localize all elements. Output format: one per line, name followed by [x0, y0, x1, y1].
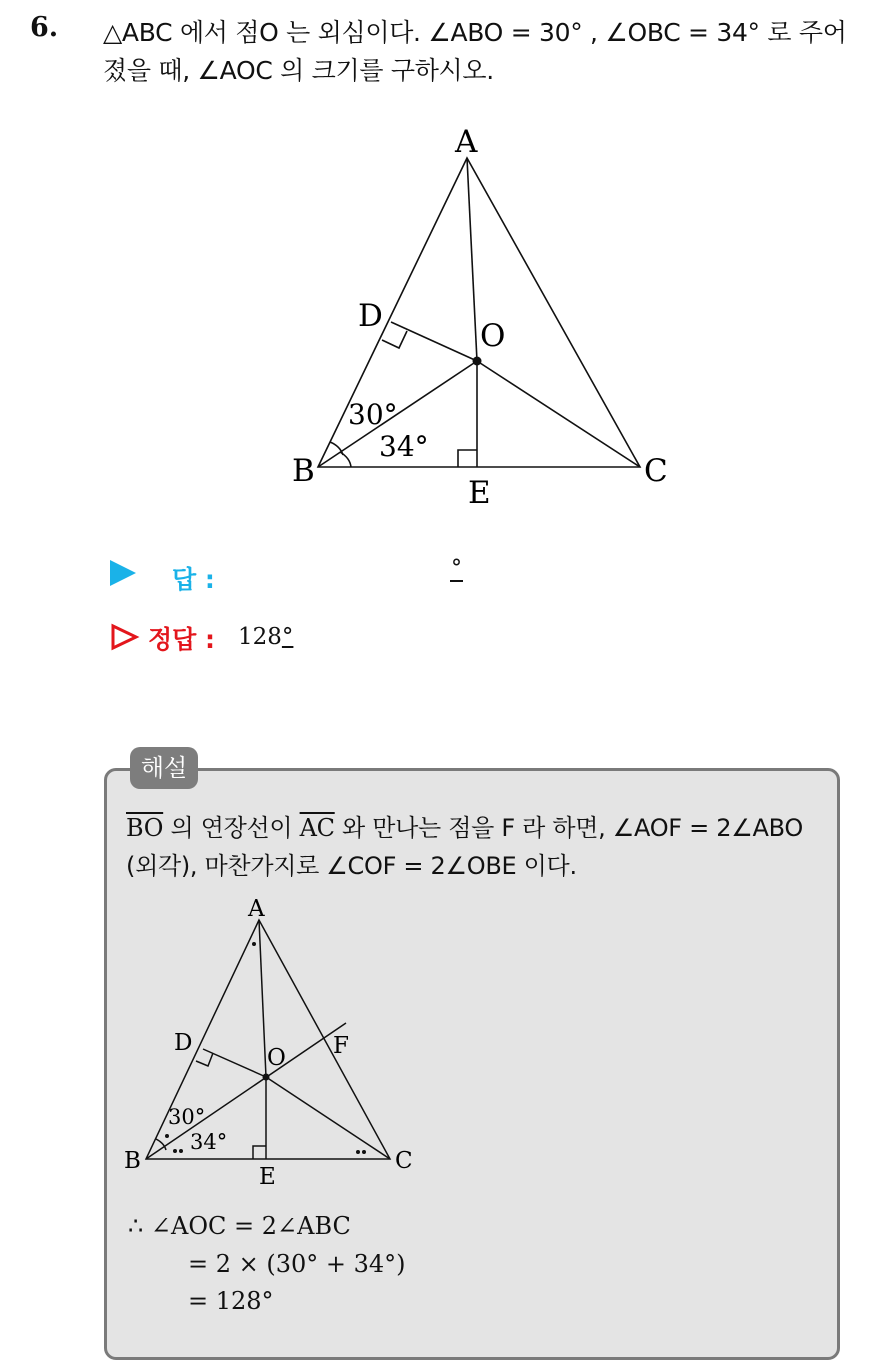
- equation-line-1: ∴ ∠AOC = 2∠ABC: [128, 1212, 351, 1240]
- angle2-label-34: 34°: [190, 1130, 228, 1154]
- solution-line-2: (외각), 마찬가지로 ∠COF = 2∠OBE 이다.: [126, 852, 577, 880]
- right-angle-mark-d-2: [196, 1053, 213, 1066]
- label2-d: D: [174, 1030, 193, 1056]
- label-b: B: [292, 453, 315, 489]
- question-line-2: 졌을 때, ∠AOC 의 크기를 구하시오.: [103, 56, 494, 85]
- label2-e: E: [259, 1164, 276, 1190]
- label-d: D: [358, 298, 383, 334]
- solution-tag: 해설: [130, 747, 198, 789]
- equation-line-2: = 2 × (30° + 34°): [188, 1250, 406, 1278]
- label2-f: F: [333, 1033, 349, 1059]
- label-a: A: [455, 124, 478, 160]
- correct-value-number: 128: [238, 624, 282, 650]
- answer-blank: °: [451, 556, 462, 581]
- solution-line-1-text-a: 의 연장선이: [163, 814, 300, 842]
- correct-answer-label: 정답 :: [148, 625, 216, 654]
- label2-b: B: [124, 1148, 141, 1174]
- solution-line-1-text-b: 와 만나는 점을 F 라 하면, ∠AOF = 2∠ABO: [334, 814, 803, 842]
- label2-o: O: [267, 1045, 286, 1071]
- right-angle-mark-e-2: [253, 1146, 266, 1159]
- correct-value-unit: °: [281, 624, 294, 650]
- angle2-label-30: 30°: [168, 1105, 206, 1129]
- label-o: O: [480, 318, 506, 354]
- label-c: C: [644, 453, 668, 489]
- angle-dot-a: [252, 942, 256, 946]
- label2-a: A: [248, 896, 265, 922]
- label-e: E: [468, 475, 491, 511]
- angle-dot-c1: [356, 1150, 360, 1154]
- point-o-2: [263, 1074, 270, 1081]
- label2-c: C: [395, 1148, 413, 1174]
- angle-dot-b1: [165, 1134, 169, 1138]
- angle-dot-b2: [173, 1149, 177, 1153]
- angle-dot-c2: [362, 1150, 366, 1154]
- equation-line-3: = 128°: [188, 1287, 274, 1315]
- angle-dot-b3: [179, 1149, 183, 1153]
- angle-label-30: 30°: [348, 398, 398, 431]
- segment-ac-overline: $\overline{AC}$: [299, 814, 335, 842]
- question-line-1: △ABC 에서 점O 는 외심이다. ∠ABO = 30° , ∠OBC = 34° 로 주어: [103, 18, 847, 47]
- answer-label: 답 :: [172, 565, 215, 594]
- segment-co-2: [266, 1077, 390, 1159]
- angle-label-34: 34°: [379, 430, 429, 463]
- segment-ao-2: [259, 920, 266, 1077]
- segment-bo-overline: $\overline{BO}$: [126, 814, 164, 842]
- question-number: 6.: [30, 12, 59, 43]
